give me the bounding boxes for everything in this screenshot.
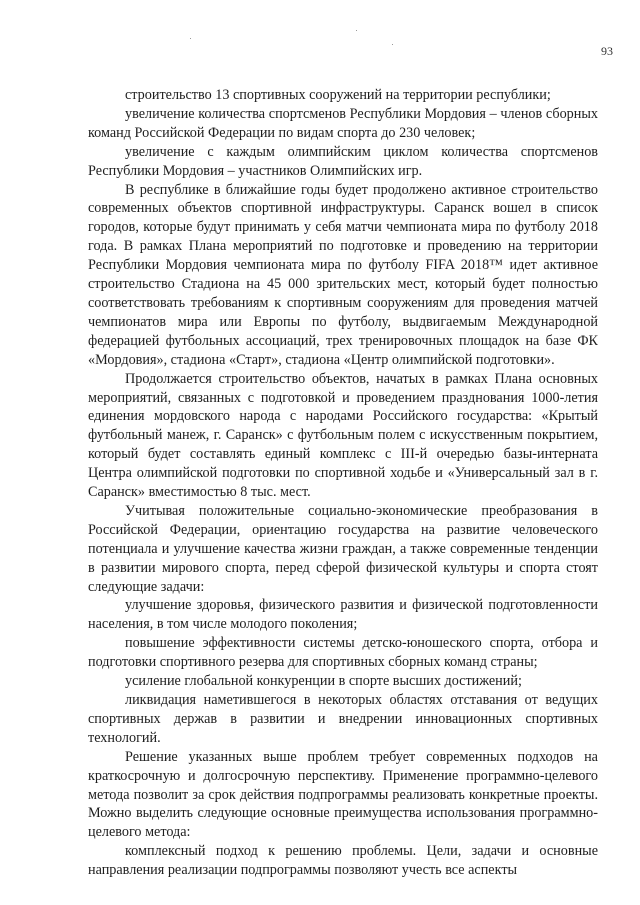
- paragraph-goal-national-teams: увеличение количества спортсменов Республики Мордовия – членов сборных команд Российской Федерации по видам спорта до 230 человек;: [88, 105, 598, 141]
- paragraph-program-method: Решение указанных выше проблем требует современных подходов на краткосрочную и долгосрочную перспективу. Применение программно-целевого метода позволит за срок действия подпрограммы реализовать конкретные проекты. Можно выделить следующие основные преимущества использования программно-целевого метода:: [88, 748, 598, 841]
- body-text: [88, 86, 598, 880]
- page-number: 93: [601, 44, 613, 58]
- scan-speck: [190, 38, 191, 39]
- paragraph-tasks-intro: Учитывая положительные социально-экономические преобразования в Российской Федерации, ориентацию государства на развитие человеческого потенциала и улучшение качества жизни граждан, а также современные тенденции в развитии мирового спорта, перед сферой физической культуры и спорта стоят следующие задачи:: [88, 502, 598, 595]
- paragraph-infrastructure: В республике в ближайшие годы будет продолжено активное строительство современных объектов спортивной инфраструктуры. Саранск вошел в список городов, которые будут принимать у себя матчи чемпионата мира по футболу 2018 года. В рамках Плана мероприятий по подготовке и проведению на территории Республики Мордовия чемпионата мира по футболу FIFA 2018™ идет активное строительство Стадиона на 45 000 зрительских мест, который будет полностью соответствовать требованиям к спортивным сооружениям для проведения матчей чемпионатов мира или Европы по футболу, выдвигаемым Международной федерацией футбольных ассоциаций, трех тренировочных площадок на базе ФК «Мордовия», стадиона «Старт», стадиона «Центр олимпийской подготовки».: [88, 181, 598, 368]
- paragraph-comprehensive-approach: комплексный подход к решению проблемы. Цели, задачи и основные направления реализации подпрограммы позволяют учесть все аспекты: [88, 843, 598, 879]
- scan-speck: [392, 44, 393, 45]
- paragraph-task-health: улучшение здоровья, физического развития и физической подготовленности населения, в том числе молодого поколения;: [88, 597, 598, 633]
- paragraph-task-youth-sport: повышение эффективности системы детско-юношеского спорта, отбора и подготовки спортивного резерва для спортивных сборных команд страны;: [88, 635, 598, 671]
- paragraph-goal-facilities: строительство 13 спортивных сооружений на территории республики;: [125, 87, 551, 103]
- paragraph-goal-olympians: увеличение с каждым олимпийским циклом количества спортсменов Республики Мордовия – участников Олимпийских игр.: [88, 143, 598, 179]
- paragraph-task-technologies: ликвидация наметившегося в некоторых областях отставания от ведущих спортивных держав в развитии и внедрении инновационных спортивных технологий.: [88, 692, 598, 746]
- paragraph-construction: Продолжается строительство объектов, начатых в рамках Плана основных мероприятий, связанных с подготовкой и проведением празднования 1000-летия единения мордовского народа с народами Российского государства: «Крытый футбольный манеж, г. Саранск» с футбольным полем с искусственным покрытием, который будет составлять единый комплекс с III-й очередью базы-интерната Центра олимпийской подготовки по спортивной ходьбе и «Универсальный зал в г. Саранск» вместимостью 8 тыс. мест.: [88, 370, 598, 501]
- scan-speck: [356, 30, 357, 31]
- paragraph-task-competition: усиление глобальной конкуренции в спорте высших достижений;: [125, 673, 522, 690]
